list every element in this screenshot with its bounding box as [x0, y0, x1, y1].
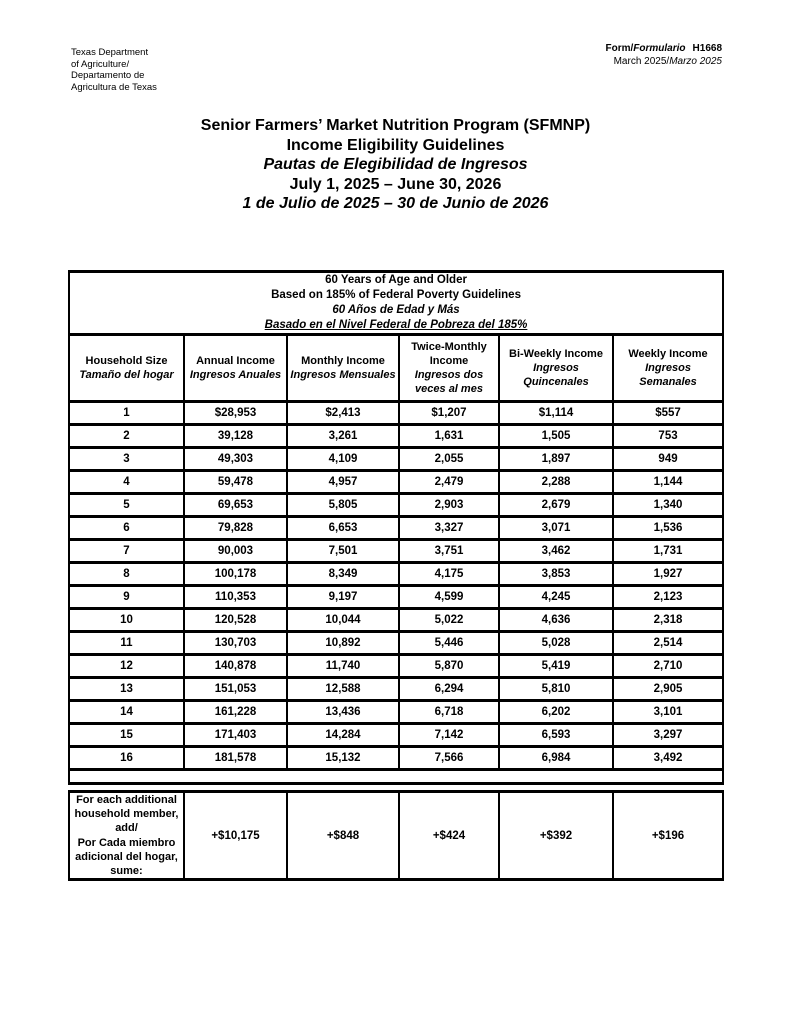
weekly-income-cell: 3,297 [613, 724, 723, 747]
band-age-es: 60 Años de Edad y Más [332, 304, 460, 316]
table-row [69, 517, 723, 540]
column-header-en: Twice-Monthly Income [411, 341, 487, 367]
monthly-income-cell: 13,436 [287, 701, 399, 724]
title-guidelines-en: Income Eligibility Guidelines [286, 136, 505, 154]
biweekly-income-cell: 3,071 [499, 517, 613, 540]
table-band-cell [69, 272, 723, 335]
biweekly-income-cell: 2,288 [499, 471, 613, 494]
title-guidelines-es: Pautas de Elegibilidad de Ingresos [263, 156, 528, 173]
form-label-es: Formulario [633, 43, 686, 54]
income-eligibility-table [68, 270, 724, 785]
table-row [69, 724, 723, 747]
household-size-cell: 3 [69, 448, 184, 471]
weekly-income-cell: 1,536 [613, 517, 723, 540]
household-size-cell: 15 [69, 724, 184, 747]
biweekly-income-cell: 3,853 [499, 563, 613, 586]
column-header [499, 335, 613, 402]
biweekly-income-cell: 6,593 [499, 724, 613, 747]
table-row [69, 425, 723, 448]
form-number-value: H1668 [692, 43, 722, 54]
table-row [69, 448, 723, 471]
column-header-en: Annual Income [196, 355, 275, 367]
annual-income-cell: 39,128 [184, 425, 287, 448]
annual-income-cell: 181,578 [184, 747, 287, 770]
household-size-cell: 8 [69, 563, 184, 586]
column-header [184, 335, 287, 402]
monthly-income-cell: 11,740 [287, 655, 399, 678]
title-program-en: Senior Farmers’ Market Nutrition Program (SFMNP) [200, 117, 591, 134]
biweekly-income-cell: 6,202 [499, 701, 613, 724]
table-row [69, 655, 723, 678]
twice-monthly-income-cell: $1,207 [399, 402, 499, 425]
household-size-cell: 10 [69, 609, 184, 632]
table-row [69, 747, 723, 770]
column-header [287, 335, 399, 402]
annual-income-cell: 49,303 [184, 448, 287, 471]
biweekly-income-cell: 1,897 [499, 448, 613, 471]
household-size-cell: 5 [69, 494, 184, 517]
weekly-income-cell: 2,318 [613, 609, 723, 632]
monthly-income-cell: 12,588 [287, 678, 399, 701]
twice-monthly-income-cell: 7,142 [399, 724, 499, 747]
form-label-en: Form/ [605, 43, 634, 54]
table-row [69, 563, 723, 586]
agency-line: Departamento de [71, 70, 145, 81]
monthly-income-cell: 5,805 [287, 494, 399, 517]
column-header-es: Ingresos dos veces al mes [414, 369, 484, 395]
monthly-income-cell: $2,413 [287, 402, 399, 425]
monthly-income-cell: 8,349 [287, 563, 399, 586]
title-dates-en: July 1, 2025 – June 30, 2026 [289, 175, 502, 193]
monthly-income-cell: 7,501 [287, 540, 399, 563]
band-basis-en: Based on 185% of Federal Poverty Guidelines [271, 289, 521, 301]
additional-member-table [68, 790, 724, 881]
form-date-en: March 2025/ [613, 55, 670, 67]
monthly-income-cell: 10,044 [287, 609, 399, 632]
column-header-row [69, 335, 723, 402]
biweekly-income-cell: 6,984 [499, 747, 613, 770]
column-header [69, 335, 184, 402]
biweekly-income-cell: 2,679 [499, 494, 613, 517]
twice-monthly-income-cell: 4,599 [399, 586, 499, 609]
table-body [69, 402, 723, 770]
column-header-en: Weekly Income [628, 348, 708, 360]
annual-income-cell: 59,478 [184, 471, 287, 494]
household-size-cell: 2 [69, 425, 184, 448]
weekly-income-cell: 2,123 [613, 586, 723, 609]
twice-monthly-income-cell: 6,294 [399, 678, 499, 701]
annual-income-cell: $28,953 [184, 402, 287, 425]
table-row [69, 586, 723, 609]
twice-monthly-income-cell: 5,446 [399, 632, 499, 655]
weekly-income-cell: 1,731 [613, 540, 723, 563]
twice-monthly-income-cell: 5,022 [399, 609, 499, 632]
band-age-en: 60 Years of Age and Older [325, 274, 467, 286]
twice-monthly-income-cell: 7,566 [399, 747, 499, 770]
table-row [69, 632, 723, 655]
additional-member-value: +$424 [399, 792, 499, 880]
column-header-es: Tamaño del hogar [79, 369, 174, 381]
monthly-income-cell: 14,284 [287, 724, 399, 747]
table-row [69, 471, 723, 494]
twice-monthly-income-cell: 5,870 [399, 655, 499, 678]
twice-monthly-income-cell: 6,718 [399, 701, 499, 724]
annual-income-cell: 171,403 [184, 724, 287, 747]
empty-spacer-cell [69, 770, 723, 784]
household-size-cell: 14 [69, 701, 184, 724]
annual-income-cell: 130,703 [184, 632, 287, 655]
biweekly-income-cell: 5,028 [499, 632, 613, 655]
twice-monthly-income-cell: 4,175 [399, 563, 499, 586]
annual-income-cell: 120,528 [184, 609, 287, 632]
biweekly-income-cell: 3,462 [499, 540, 613, 563]
table-row [69, 701, 723, 724]
biweekly-income-cell: 5,810 [499, 678, 613, 701]
column-header [399, 335, 499, 402]
additional-member-value: +$196 [613, 792, 723, 880]
household-size-cell: 9 [69, 586, 184, 609]
additional-member-label-en: For each additional household member, add/ [74, 794, 179, 835]
additional-member-value: +$10,175 [184, 792, 287, 880]
monthly-income-cell: 4,109 [287, 448, 399, 471]
band-basis-es: Basado en el Nivel Federal de Pobreza del 185% [264, 319, 528, 331]
household-size-cell: 4 [69, 471, 184, 494]
additional-member-row [69, 792, 723, 880]
form-id-block [606, 43, 722, 68]
biweekly-income-cell: 4,636 [499, 609, 613, 632]
table-row [69, 609, 723, 632]
household-size-cell: 1 [69, 402, 184, 425]
biweekly-income-cell: 1,505 [499, 425, 613, 448]
table-row [69, 540, 723, 563]
column-header-es: Ingresos Semanales [639, 362, 697, 388]
monthly-income-cell: 15,132 [287, 747, 399, 770]
biweekly-income-cell: 4,245 [499, 586, 613, 609]
annual-income-cell: 161,228 [184, 701, 287, 724]
weekly-income-cell: 1,144 [613, 471, 723, 494]
twice-monthly-income-cell: 2,479 [399, 471, 499, 494]
column-header-en: Household Size [85, 355, 168, 367]
weekly-income-cell: 1,927 [613, 563, 723, 586]
additional-member-label [69, 792, 184, 880]
annual-income-cell: 90,003 [184, 540, 287, 563]
agency-name [71, 47, 157, 93]
weekly-income-cell: 2,905 [613, 678, 723, 701]
table-band-row [69, 272, 723, 335]
household-size-cell: 13 [69, 678, 184, 701]
additional-member-label-es: Por Cada miembro adicional del hogar, sume: [75, 836, 178, 878]
form-number [606, 43, 722, 56]
household-size-cell: 6 [69, 517, 184, 540]
twice-monthly-income-cell: 2,055 [399, 448, 499, 471]
document-title [0, 116, 791, 214]
twice-monthly-income-cell: 3,327 [399, 517, 499, 540]
weekly-income-cell: 3,101 [613, 701, 723, 724]
twice-monthly-income-cell: 1,631 [399, 425, 499, 448]
monthly-income-cell: 4,957 [287, 471, 399, 494]
column-header-es: Ingresos Mensuales [290, 369, 396, 381]
weekly-income-cell: 2,514 [613, 632, 723, 655]
twice-monthly-income-cell: 2,903 [399, 494, 499, 517]
annual-income-cell: 69,653 [184, 494, 287, 517]
form-date-es: Marzo 2025 [669, 55, 722, 67]
household-size-cell: 16 [69, 747, 184, 770]
household-size-cell: 12 [69, 655, 184, 678]
weekly-income-cell: 3,492 [613, 747, 723, 770]
column-header-en: Bi-Weekly Income [509, 348, 603, 360]
title-dates-es: 1 de Julio de 2025 – 30 de Junio de 2026 [242, 195, 549, 212]
table-row [69, 678, 723, 701]
monthly-income-cell: 9,197 [287, 586, 399, 609]
agency-line: Agricultura de Texas [71, 81, 157, 93]
empty-spacer-row [69, 770, 723, 784]
annual-income-cell: 140,878 [184, 655, 287, 678]
table-row [69, 402, 723, 425]
annual-income-cell: 151,053 [184, 678, 287, 701]
twice-monthly-income-cell: 3,751 [399, 540, 499, 563]
additional-member-value: +$848 [287, 792, 399, 880]
column-header-es: Ingresos Anuales [189, 369, 282, 381]
weekly-income-cell: 2,710 [613, 655, 723, 678]
household-size-cell: 11 [69, 632, 184, 655]
biweekly-income-cell: $1,114 [499, 402, 613, 425]
annual-income-cell: 110,353 [184, 586, 287, 609]
biweekly-income-cell: 5,419 [499, 655, 613, 678]
column-header [613, 335, 723, 402]
annual-income-cell: 79,828 [184, 517, 287, 540]
annual-income-cell: 100,178 [184, 563, 287, 586]
weekly-income-cell: 949 [613, 448, 723, 471]
weekly-income-cell: 1,340 [613, 494, 723, 517]
monthly-income-cell: 6,653 [287, 517, 399, 540]
agency-line: Texas Department [71, 47, 149, 58]
column-header-en: Monthly Income [301, 355, 385, 367]
agency-line: of Agriculture/ [71, 58, 130, 70]
weekly-income-cell: 753 [613, 425, 723, 448]
form-date [606, 56, 722, 69]
monthly-income-cell: 3,261 [287, 425, 399, 448]
household-size-cell: 7 [69, 540, 184, 563]
column-header-es: Ingresos Quincenales [523, 362, 589, 388]
table-row [69, 494, 723, 517]
additional-member-value: +$392 [499, 792, 613, 880]
weekly-income-cell: $557 [613, 402, 723, 425]
monthly-income-cell: 10,892 [287, 632, 399, 655]
